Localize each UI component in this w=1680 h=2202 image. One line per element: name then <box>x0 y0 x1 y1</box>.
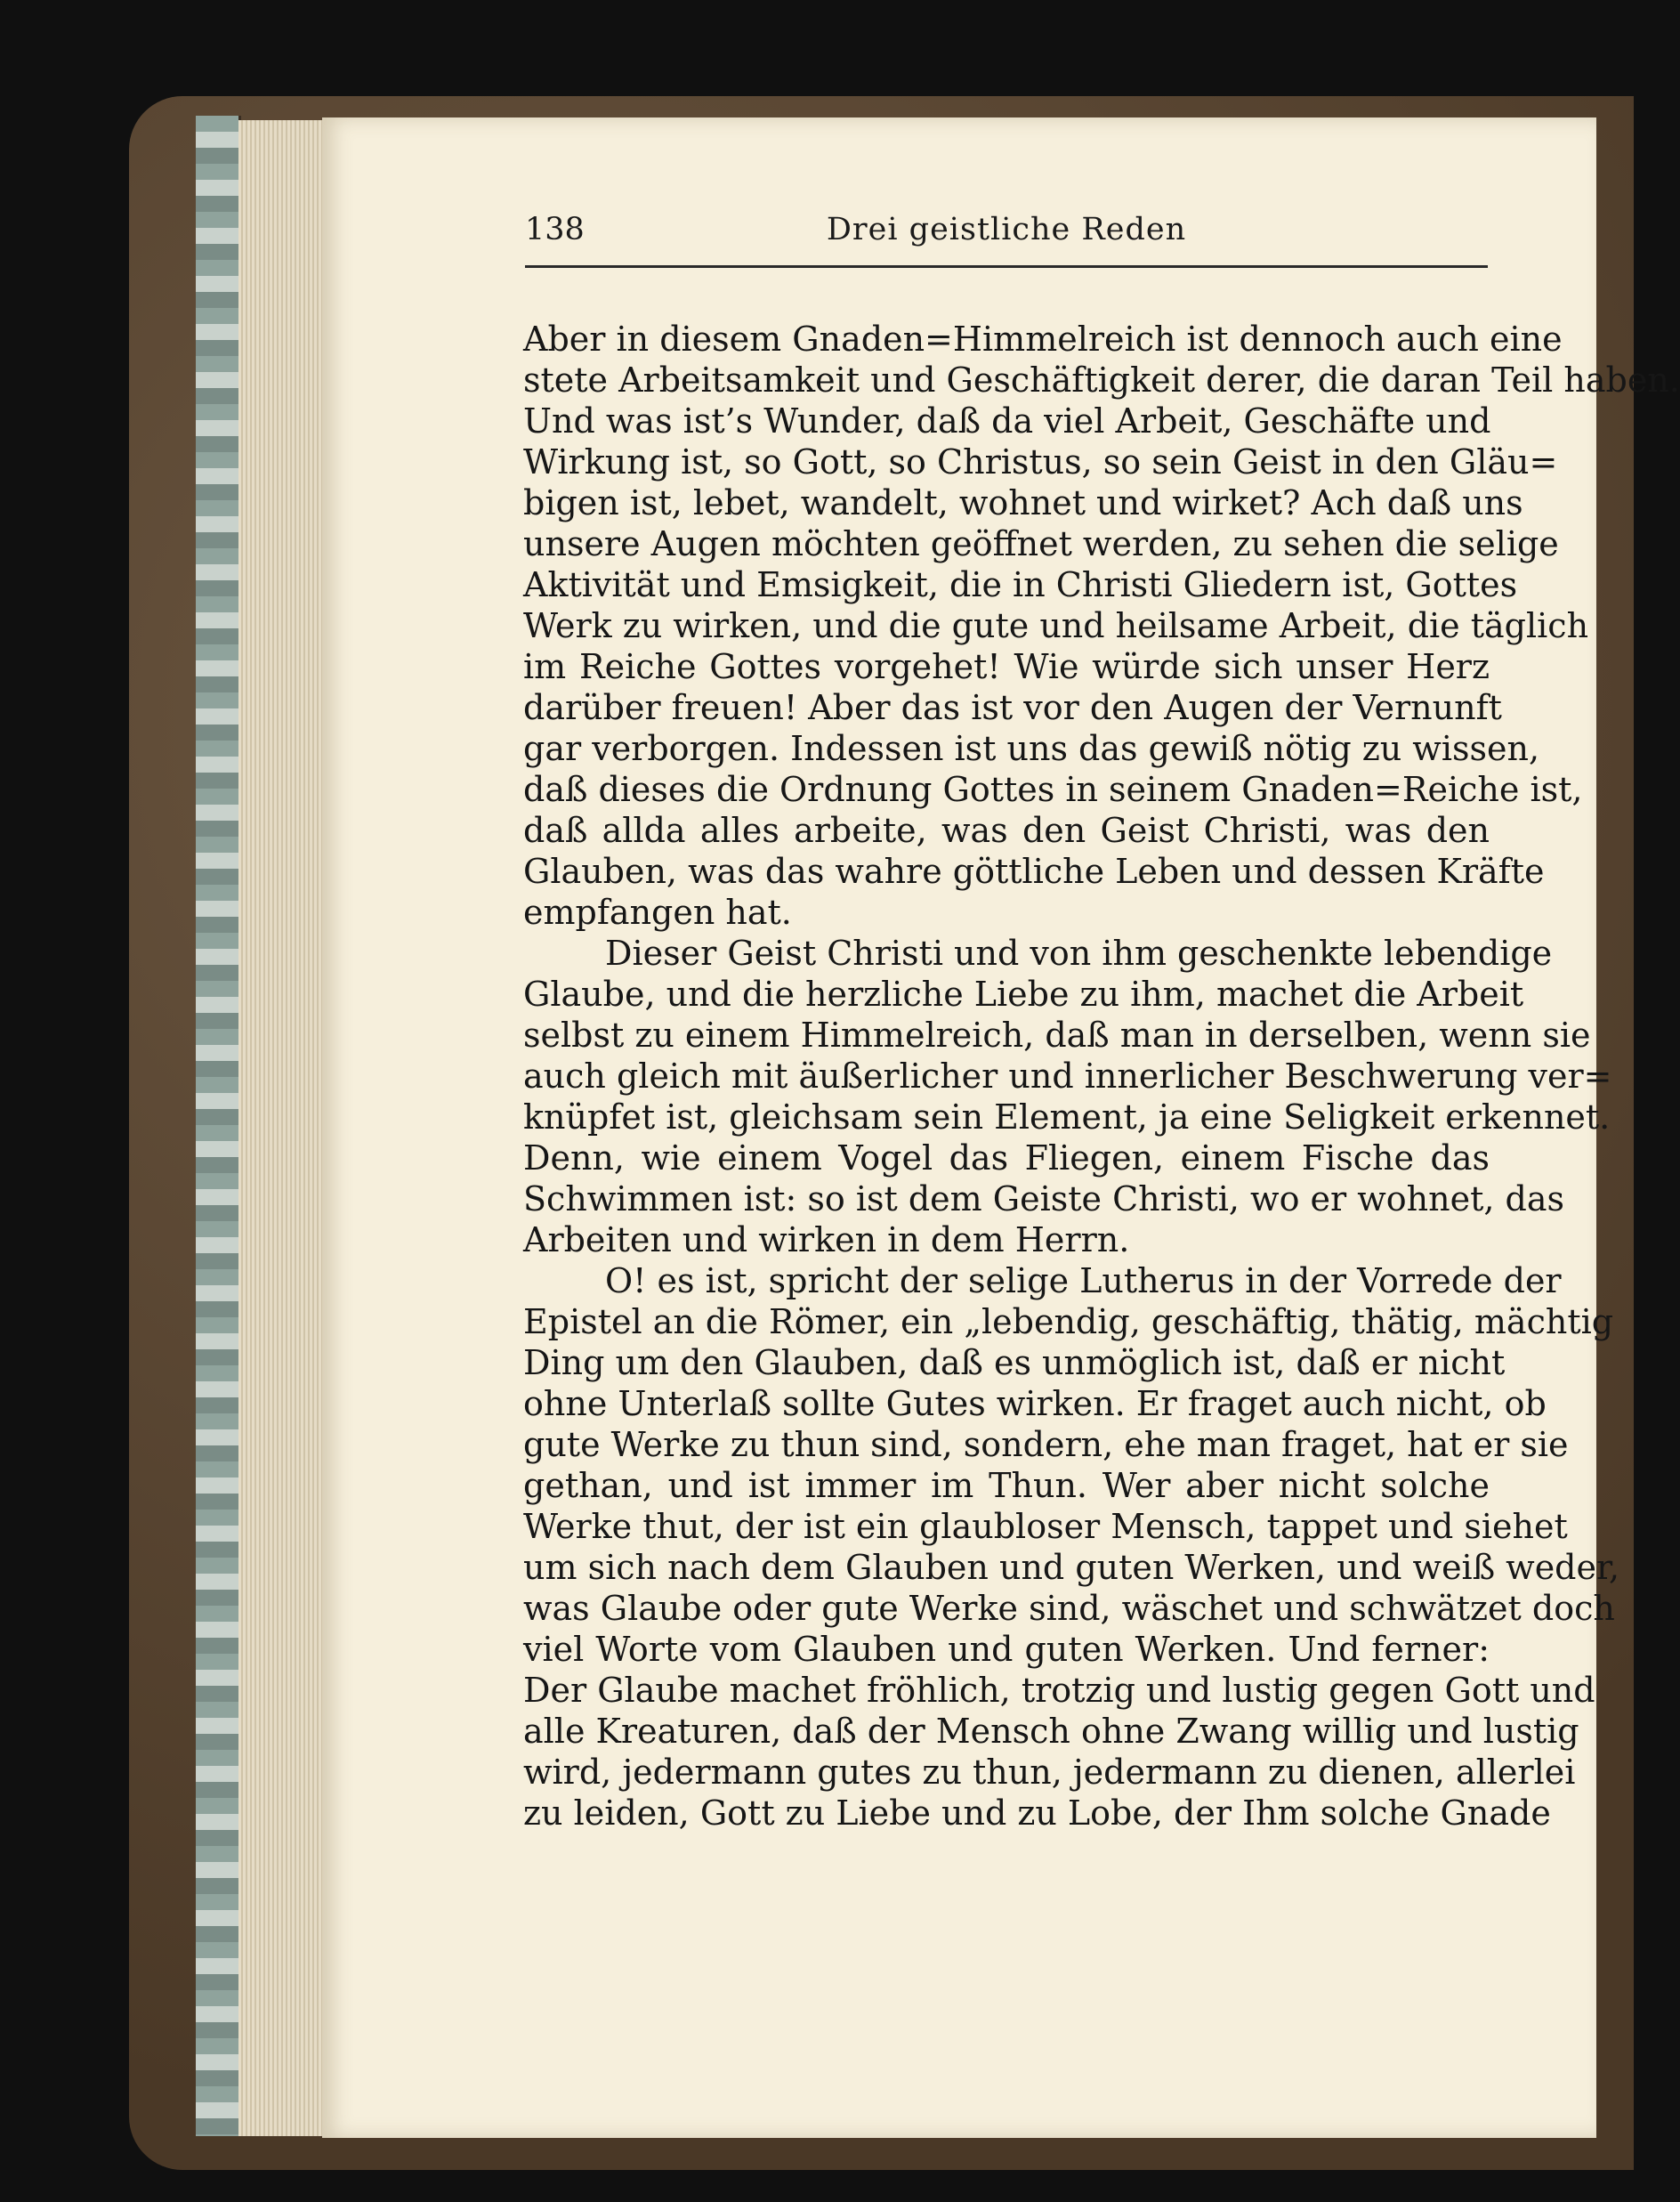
page-header <box>525 212 1488 256</box>
text-line: Und was ist’s Wunder, daß da viel Arbeit, Geschäfte und <box>523 401 1491 441</box>
text-line: empfangen hat. <box>523 893 792 932</box>
body-text <box>523 319 1680 1834</box>
text-line: O! es ist, spricht der selige Lutherus in der Vorrede der <box>605 1261 1562 1300</box>
running-title: Drei geistliche Reden <box>826 212 1187 247</box>
page-edges <box>238 120 325 2136</box>
text-line: darüber freuen! Aber das ist vor den Augen der Vernunft <box>523 688 1502 727</box>
text-line: gar verborgen. Indessen ist uns das gewiß nötig zu wissen, <box>523 729 1540 768</box>
text-line: Denn, wie einem Vogel das Fliegen, einem Fische das <box>523 1138 1490 1178</box>
text-line: stete Arbeitsamkeit und Geschäftigkeit derer, die daran Teil haben. <box>523 360 1680 400</box>
text-line: Werke thut, der ist ein glaubloser Mensch, tappet und siehet <box>523 1507 1568 1546</box>
text-line: gute Werke zu thun sind, sondern, ehe man fraget, hat er sie <box>523 1425 1569 1464</box>
text-line: auch gleich mit äußerlicher und innerlicher Beschwerung ver= <box>523 1056 1612 1096</box>
text-line: Glaube, und die herzliche Liebe zu ihm, machet die Arbeit <box>523 975 1524 1014</box>
text-line: Dieser Geist Christi und von ihm geschenkte lebendige <box>605 934 1553 973</box>
text-line: Der Glaube machet fröhlich, trotzig und lustig gegen Gott und <box>523 1671 1595 1710</box>
text-line: alle Kreaturen, daß der Mensch ohne Zwang willig und lustig <box>523 1712 1579 1751</box>
text-line: viel Worte vom Glauben und guten Werken. Und ferner: <box>523 1630 1490 1669</box>
text-line: Ding um den Glauben, daß es unmöglich ist, daß er nicht <box>523 1343 1506 1382</box>
marbled-endpaper <box>196 116 241 2136</box>
text-line: daß dieses die Ordnung Gottes in seinem Gnaden=Reiche ist, <box>523 770 1583 809</box>
text-line: selbst zu einem Himmelreich, daß man in derselben, wenn sie <box>523 1016 1591 1055</box>
page-number: 138 <box>525 212 585 247</box>
header-rule <box>525 265 1488 268</box>
text-line: im Reiche Gottes vorgehet! Wie würde sich unser Herz <box>523 647 1490 686</box>
text-line: daß allda alles arbeite, was den Geist Christi, was den <box>523 811 1490 850</box>
text-line: Glauben, was das wahre göttliche Leben und dessen Kräfte <box>523 852 1545 891</box>
text-line: um sich nach dem Glauben und guten Werken, und weiß weder, <box>523 1548 1620 1587</box>
text-line: unsere Augen möchten geöffnet werden, zu sehen die selige <box>523 524 1559 563</box>
text-line: ohne Unterlaß sollte Gutes wirken. Er fraget auch nicht, ob <box>523 1384 1547 1423</box>
text-line: Aber in diesem Gnaden=Himmelreich ist dennoch auch eine <box>523 320 1563 359</box>
text-line: gethan, und ist immer im Thun. Wer aber nicht solche <box>523 1466 1490 1505</box>
text-line: Schwimmen ist: so ist dem Geiste Christi, wo er wohnet, das <box>523 1179 1565 1218</box>
text-line: bigen ist, lebet, wandelt, wohnet und wirket? Ach daß uns <box>523 483 1523 522</box>
text-line: zu leiden, Gott zu Liebe und zu Lobe, der Ihm solche Gnade <box>523 1793 1551 1833</box>
text-line: Werk zu wirken, und die gute und heilsame Arbeit, die täglich <box>523 606 1589 645</box>
text-line: knüpfet ist, gleichsam sein Element, ja eine Seligkeit erkennet. <box>523 1097 1611 1137</box>
text-line: wird, jedermann gutes zu thun, jedermann zu dienen, allerlei <box>523 1753 1576 1792</box>
text-line: Arbeiten und wirken in dem Herrn. <box>523 1220 1130 1259</box>
text-line: was Glaube oder gute Werke sind, wäschet und schwätzet doch <box>523 1589 1615 1628</box>
text-line: Wirkung ist, so Gott, so Christus, so sein Geist in den Gläu= <box>523 442 1558 482</box>
text-line: Aktivität und Emsigkeit, die in Christi Gliedern ist, Gottes <box>523 565 1518 604</box>
text-line: Epistel an die Römer, ein „lebendig, geschäftig, thätig, mächtig <box>523 1302 1614 1341</box>
